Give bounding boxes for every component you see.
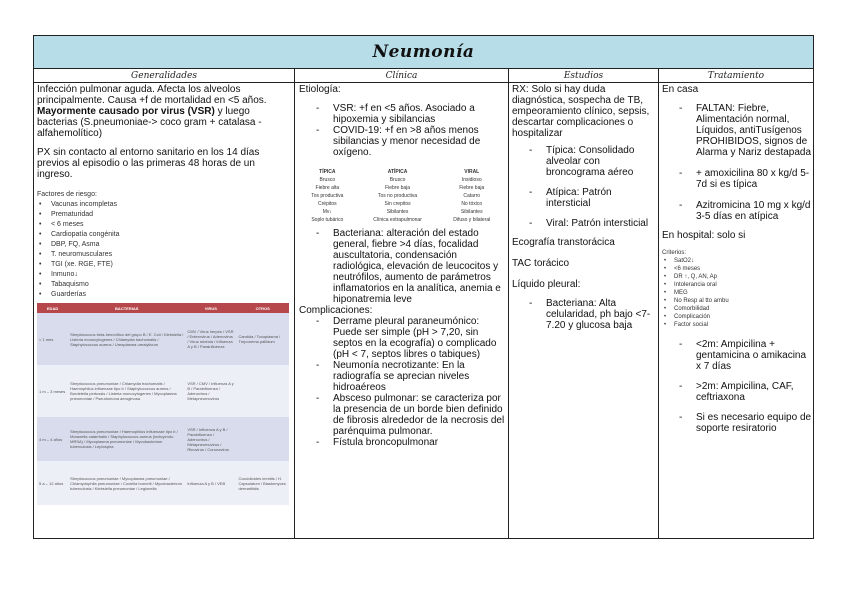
tac-label: TAC torácico bbox=[512, 258, 570, 269]
criterio-item: • Complicación bbox=[662, 313, 812, 321]
criterio-item: • DR ↑, Q, AN, Ap bbox=[662, 273, 812, 281]
tipica-header: TÍPICA bbox=[319, 169, 336, 175]
age-cell: 1 m – 3 meses bbox=[37, 365, 68, 417]
criterio-item: • MEG bbox=[662, 289, 812, 297]
cmp-cell: Sibilantes bbox=[460, 209, 483, 215]
age-pathogen-table bbox=[37, 303, 289, 505]
hospital-label: En hospital: solo si bbox=[662, 230, 746, 241]
otros-cell bbox=[236, 365, 289, 417]
virus-cell: VSR / Influenza A y B / Parainfluenza / Adenovirus / Metapneumovirus / Rinovirus / Coronavirus bbox=[185, 417, 236, 461]
otros-cell: Coccidioides immitis / H. Capsulatum / Blastomyces dermatitidis bbox=[236, 461, 289, 505]
cmp-cell: Sibilantes bbox=[386, 209, 409, 215]
cmp-cell: Difuso y bilateral bbox=[453, 217, 491, 223]
title-bar bbox=[34, 36, 813, 69]
virus-col-header: VIRUS bbox=[185, 303, 236, 313]
criterios-block bbox=[662, 249, 812, 329]
criterio-item: • No Resp al tto ambu bbox=[662, 297, 812, 305]
intro-paragraph bbox=[37, 84, 293, 139]
age-cell: < 1 mes bbox=[37, 313, 68, 365]
intro-text: Infección pulmonar aguda. Afecta los alveolos principalmente. Causa +f de mortalidad en <5 años. bbox=[37, 84, 267, 106]
header-clinica: Clínica bbox=[295, 69, 508, 83]
column-tratamiento bbox=[662, 84, 812, 538]
liquido-item: - Bacteriana: Alta celularidad, ph bajo <7-7.20 y glucosa baja bbox=[512, 298, 656, 331]
bacteriana-list bbox=[299, 228, 506, 305]
etiologia-item: - VSR: +f en <5 años. Asociado a hipoxemia y sibilancias bbox=[299, 103, 506, 125]
risk-item: • T. neuromusculares bbox=[37, 250, 293, 260]
cmp-cell: Clínica extrapulmonar bbox=[373, 217, 422, 223]
risk-item: • Inmuno↓ bbox=[37, 270, 293, 280]
risk-title: Factores de riesgo: bbox=[37, 191, 97, 198]
criterios-title: Criterios: bbox=[662, 250, 687, 256]
column-divider bbox=[508, 69, 509, 538]
cmp-cell: Insidioso bbox=[461, 177, 482, 183]
cmp-cell: Tos productiva bbox=[311, 193, 344, 199]
intro-bold: Mayormente causado por virus (VSR) bbox=[37, 106, 215, 117]
complicacion-item: - Fístula broncopulmonar bbox=[299, 437, 506, 448]
cmp-cell: Mv↓ bbox=[322, 209, 332, 215]
notes-sheet bbox=[33, 35, 814, 539]
risk-item: • Cardiopatía congénita bbox=[37, 230, 293, 240]
criterio-item: • Intolerancia oral bbox=[662, 281, 812, 289]
liquido-label: Líquido pleural: bbox=[512, 279, 581, 290]
cmp-cell: Fiebre baja bbox=[385, 185, 411, 191]
eco-label: Ecografía transtorácica bbox=[512, 237, 615, 248]
hospital-item: - Si es necesario equipo de soporte resiratorio bbox=[662, 412, 812, 434]
column-divider bbox=[658, 69, 659, 538]
criterio-item: • SatO2↓ bbox=[662, 257, 812, 265]
intro-text-end: y luego bacterias (S.pneumoniae-> coco gram + catalasa - alfahemolítico) bbox=[37, 106, 262, 139]
casa-list bbox=[662, 103, 812, 222]
bacteria-col-header: BACTERIAS bbox=[68, 303, 185, 313]
virus-cell: VSR / CMV / Influenza A y B / Parainfluenza / Adenovirus / Metapneumovirus bbox=[185, 365, 236, 417]
otros-cell bbox=[236, 417, 289, 461]
bacteriana-item: - Bacteriana: alteración del estado general, fiebre >4 días, focalidad auscultatoria, condensación radiológica, elevación de leucocitos y neutrófilos, aumento de parámetros inflamatorios en la analítica, anemia e hiponatremia leve bbox=[299, 228, 506, 305]
otros-col-header: OTROS bbox=[236, 303, 289, 313]
header-generalidades: Generalidades bbox=[34, 69, 294, 83]
comparison-table bbox=[299, 168, 504, 224]
risk-item: • Tabaquismo bbox=[37, 280, 293, 290]
complicacion-item: - Neumonía necrotizante: En la radiografía se aprecian niveles hidroaéreos bbox=[299, 360, 506, 393]
bacteria-cell: Streptococcus pneumoniae / Haemophilus influenzae tipo b / Moraxella catarrhalis / Staphylococcus aureus (incluyendo MRSA) / Mycoplasma pneumoniae / Mycobacterium tuberculosis / Leptospira bbox=[68, 417, 185, 461]
complicacion-item: - Derrame pleural paraneumónico: Puede ser simple (pH > 7,20, sin septos en la ecografía) o complicado (pH < 7, septos libres o tabiques) bbox=[299, 316, 506, 360]
column-divider bbox=[294, 69, 295, 538]
cmp-cell: Soplo tubárico bbox=[311, 217, 344, 223]
cmp-cell: Brusco bbox=[319, 177, 336, 183]
column-clinica bbox=[299, 84, 506, 538]
cmp-cell: Brusco bbox=[389, 177, 406, 183]
complicaciones-list bbox=[299, 316, 506, 448]
cmp-cell: Crépitos bbox=[318, 201, 337, 207]
column-estudios bbox=[512, 84, 656, 538]
cmp-cell: Catarro bbox=[463, 193, 481, 199]
risk-item: • Vacunas incompletas bbox=[37, 200, 293, 210]
casa-item: - + amoxicilina 80 x kg/d 5-7d si es típica bbox=[662, 168, 812, 190]
hospital-item: - <2m: Ampicilina + gentamicina o amikacina x 7 días bbox=[662, 339, 812, 372]
rx-item: - Típica: Consolidado alveolar con broncograma aéreo bbox=[512, 145, 656, 178]
risk-item: • Prematuridad bbox=[37, 210, 293, 220]
criterio-item: • Comorbilidad bbox=[662, 305, 812, 313]
age-col-header: EDAD bbox=[37, 303, 68, 313]
casa-item: - FALTAN: Fiebre, Alimentación normal, Líquidos, antiTusígenos PROHIBIDOS, signos de Alarma y Nariz destapada bbox=[662, 103, 812, 158]
criterio-item: • <6 meses bbox=[662, 265, 812, 273]
risk-item: • TGI (xe. RGE, FTE) bbox=[37, 260, 293, 270]
complicaciones-label: Complicaciones: bbox=[299, 305, 373, 316]
cmp-cell: Fiebre alta bbox=[315, 185, 340, 191]
cmp-cell: Sin crepitos bbox=[384, 201, 411, 207]
bacteria-cell: Streptococcus beta-hemolítico del grupo B / E. Coli / Klebsiella / Listeria monocytogenes / Chlamydia trachomatis / Staphylococcus aureus / Ureaplasma urealyticum bbox=[68, 313, 185, 365]
header-tratamiento: Tratamiento bbox=[659, 69, 813, 83]
cmp-cell: Fiebre baja bbox=[459, 185, 485, 191]
risk-item: • DBP, FQ, Asma bbox=[37, 240, 293, 250]
etiologia-label: Etiología: bbox=[299, 84, 341, 95]
bacteria-cell: Streptococcus pneumoniae / Mycoplasma pneumoniae / Chlamydophila pneumoniae / Coxiella burnetii / Mycobacterium tuberculosis / Klebsiella pneumoniae / Legionella bbox=[68, 461, 185, 505]
liquido-list bbox=[512, 298, 656, 331]
page-title: Neumonía bbox=[372, 42, 475, 62]
rx-item: - Atípica: Patrón intersticial bbox=[512, 187, 656, 209]
risk-factors bbox=[37, 190, 293, 300]
cmp-cell: No tóxico bbox=[461, 201, 483, 207]
atipica-header: ATÍPICA bbox=[387, 169, 408, 175]
risk-item: • Guarderías bbox=[37, 290, 293, 300]
bacteria-cell: Streptococcus pneumoniae / Chlamydia trachomatis / Haemophilus influenzae tipo b / Staphylococcus aureus / Bordetella pertussis / Listeria monocytogenes / Mycoplasma pneumoniae / Pseudomona aeruginosa bbox=[68, 365, 185, 417]
cmp-cell: Tos no productiva bbox=[377, 193, 418, 199]
hospital-list bbox=[662, 339, 812, 434]
complicacion-item: - Absceso pulmonar: se caracteriza por la presencia de un borde bien definido de fibrosis alrededor de la necrosis del parénquima pulmonar. bbox=[299, 393, 506, 437]
rx-paragraph: RX: Solo si hay duda diagnóstica, sospecha de TB, empeoramiento clínico, sepsis, descartar complicaciones o hospitalizar bbox=[512, 84, 650, 139]
etiologia-list bbox=[299, 103, 506, 158]
otros-cell: Candida / Toxoplasma / Treponema pallidum bbox=[236, 313, 289, 365]
virus-cell: Influenza A y B / VEB bbox=[185, 461, 236, 505]
risk-item: • < 6 meses bbox=[37, 220, 293, 230]
rx-list bbox=[512, 145, 656, 229]
rx-item: - Viral: Patrón intersticial bbox=[512, 218, 656, 229]
px-paragraph: PX sin contacto al entorno sanitario en los 14 días previos al episodio o las primeras 48 horas de un ingreso. bbox=[37, 147, 260, 180]
casa-item: - Azitromicina 10 mg x kg/d 3-5 días en atípica bbox=[662, 200, 812, 222]
etiologia-item: - COVID-19: +f en >8 años menos sibilancias y menor necesidad de oxígeno. bbox=[299, 125, 506, 158]
header-estudios: Estudios bbox=[509, 69, 658, 83]
criterio-item: • Factor social bbox=[662, 321, 812, 329]
age-cell: 4 m – 4 años bbox=[37, 417, 68, 461]
viral-header: VIRAL bbox=[464, 169, 480, 175]
casa-label: En casa bbox=[662, 84, 699, 95]
virus-cell: CMV / Virus herpes / VSR / Enterovirus / Adenovirus / Virus rubéola / Influenza A y B / Parainfluenza bbox=[185, 313, 236, 365]
hospital-item: - >2m: Ampicilina, CAF, ceftriaxona bbox=[662, 381, 812, 403]
age-cell: 5 a – 12 años bbox=[37, 461, 68, 505]
column-generalidades bbox=[37, 84, 293, 538]
